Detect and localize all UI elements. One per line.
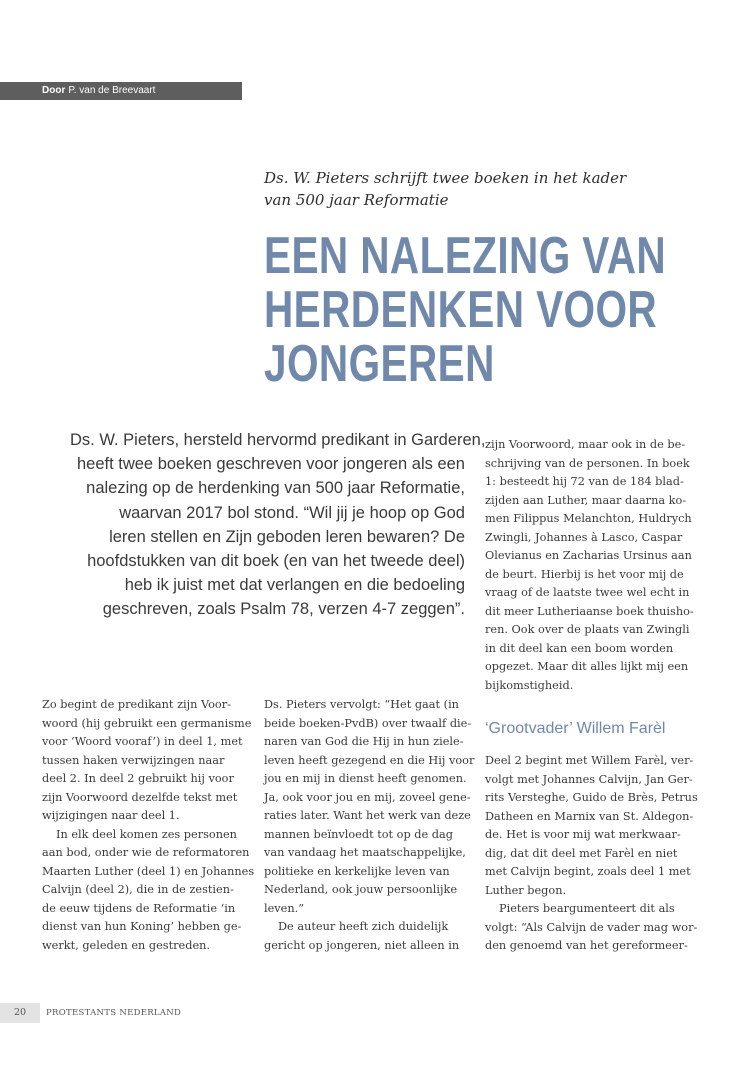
byline-bar [0,82,242,100]
body-line: Pieters beargumenteert dit als [499,902,675,915]
body-line: in dit deel kan een boom worden [485,641,674,655]
body-line: de beurt. Hierbij is het voor mij de [485,567,684,581]
body-line: Deel 2 begint met Willem Farèl, ver- [485,754,694,767]
body-line: bijkomstigheid. [485,678,574,692]
subtitle-line: van 500 jaar Reformatie [264,191,449,209]
body-line: zijn Voorwoord dezelfde tekst met [42,790,238,804]
body-line: zijden aan Luther, maar daarna ko- [485,493,687,507]
body-column-2 [264,696,475,955]
page-footer [0,1003,200,1023]
body-line: dit meer Lutheriaanse boek thuisho- [485,604,694,618]
body-line: men Filippus Melanchton, Huldrych [485,512,692,525]
body-line: Maarten Luther (deel 1) en Johannes [42,864,255,878]
body-line: van vandaag het maatschappelijke, [264,846,466,859]
intro-paragraph [70,428,486,622]
title-line: EEN NALEZING VAN [264,227,667,285]
body-line: leven.” [264,901,305,915]
body-line: naren van God die Hij in hun ziele- [264,735,464,748]
body-line: dienst van hun Koning’ hebben ge- [42,920,242,933]
body-line: Ja, ook voor jou en mij, zoveel gene- [264,790,471,804]
body-column-3-section [485,752,698,956]
body-line: dig, dat dit deel met Farèl en niet [485,846,678,860]
body-line: leven heeft gezegend en die Hij voor [264,753,475,767]
title-line: JONGEREN [264,335,495,393]
body-column-1 [42,696,255,955]
body-line: ren. Ook over de plaats van Zwingli [485,623,690,636]
byline-author: P. van de Breevaart [68,85,156,96]
page-number: 20 [0,1003,40,1023]
body-line: de. Het is voor mij wat merkwaar- [485,828,681,841]
body-column-3 [485,436,694,695]
body-line: mannen beïnvloedt tot op de dag [264,827,454,841]
body-line: politieke en kerkelijke leven van [264,864,450,878]
body-line: Calvijn (deel 2), die in de zestien- [42,883,234,896]
body-line: tussen haken verwijzingen naar [42,753,225,767]
body-line: beide boeken-PvdB) over twaalf die- [264,716,472,730]
body-line: aan bod, onder wie de reformatoren [42,846,250,859]
body-line: gericht op jongeren, niet alleen in [264,938,460,952]
body-line: voor ‘Woord vooraf’) in deel 1, met [42,735,243,748]
section-heading: ‘Grootvader’ Willem Farèl [485,720,666,737]
body-line: werkt, geleden en gestreden. [42,938,210,952]
body-line: De auteur heeft zich duidelijk [278,920,449,933]
intro-line: heb ik juist met dat verlangen en die bedoeling [124,576,465,595]
intro-line: Ds. W. Pieters, hersteld hervormd predikant in Garderen, [70,431,486,449]
body-line: schrijving van de personen. In boek [485,456,690,470]
subtitle-line: Ds. W. Pieters schrijft twee boeken in het kader [264,169,627,187]
body-line: Datheen en Marnix van St. Aldegon- [485,809,694,823]
body-line: 1: besteedt hij 72 van de 184 blad- [485,475,684,488]
body-line: met Calvijn begint, zoals deel 1 met [485,865,691,878]
intro-line: waarvan 2017 bol stond. “Wil jij je hoop op God [119,503,465,522]
intro-line: leren stellen en Zijn geboden leren bewaren? De [109,527,465,546]
body-line: jou en mij in dienst heeft genomen. [264,772,467,785]
title-line: HERDENKEN VOOR [264,281,658,339]
body-line: Zo begint de predikant zijn Voor- [42,698,231,711]
body-line: wijzigingen naar deel 1. [42,809,180,822]
intro-line: geschreven, zoals Psalm 78, verzen 4-7 zeggen”. [102,600,465,619]
body-line: Olevianus en Zacharias Ursinus aan [485,549,692,562]
body-line: Ds. Pieters vervolgt: “Het gaat (in [264,698,459,711]
body-line: Zwingli, Johannes à Lasco, Caspar [485,530,683,544]
body-line: volgt met Johannes Calvijn, Jan Ger- [485,772,693,786]
intro-line: nalezing op de herdenking van 500 jaar Reformatie, [86,479,465,498]
body-line: rits Versteghe, Guido de Brès, Petrus [485,791,698,804]
body-line: den genoemd van het gereformeer- [485,939,688,952]
byline-prefix: Door [42,85,66,96]
body-line: zijn Voorwoord, maar ook in de be- [485,438,686,451]
body-line: volgt: “Als Calvijn de vader mag wor- [485,920,698,934]
publication-name: PROTESTANTS NEDERLAND [46,1008,182,1018]
body-line: In elk deel komen zes personen [56,827,237,841]
article-title [264,227,667,393]
intro-line: hoofdstukken van dit boek (en van het tweede deel) [87,552,465,571]
body-line: Nederland, ook jouw persoonlijke [264,883,458,896]
body-line: Luther begon. [485,883,567,897]
body-line: deel 2. In deel 2 gebruikt hij voor [42,772,234,785]
article-subtitle [264,167,664,211]
body-line: raties later. Want het werk van deze [264,809,471,822]
body-line: opgezet. Maar dit alles lijkt mij een [485,660,689,673]
body-line: de eeuw tijdens de Reformatie ‘in [42,901,236,915]
body-line: woord (hij gebruikt een germanisme [42,716,252,730]
body-line: vraag of de laatste twee wel echt in [485,586,690,599]
intro-line: heeft twee boeken geschreven voor jongeren als een [76,455,465,474]
